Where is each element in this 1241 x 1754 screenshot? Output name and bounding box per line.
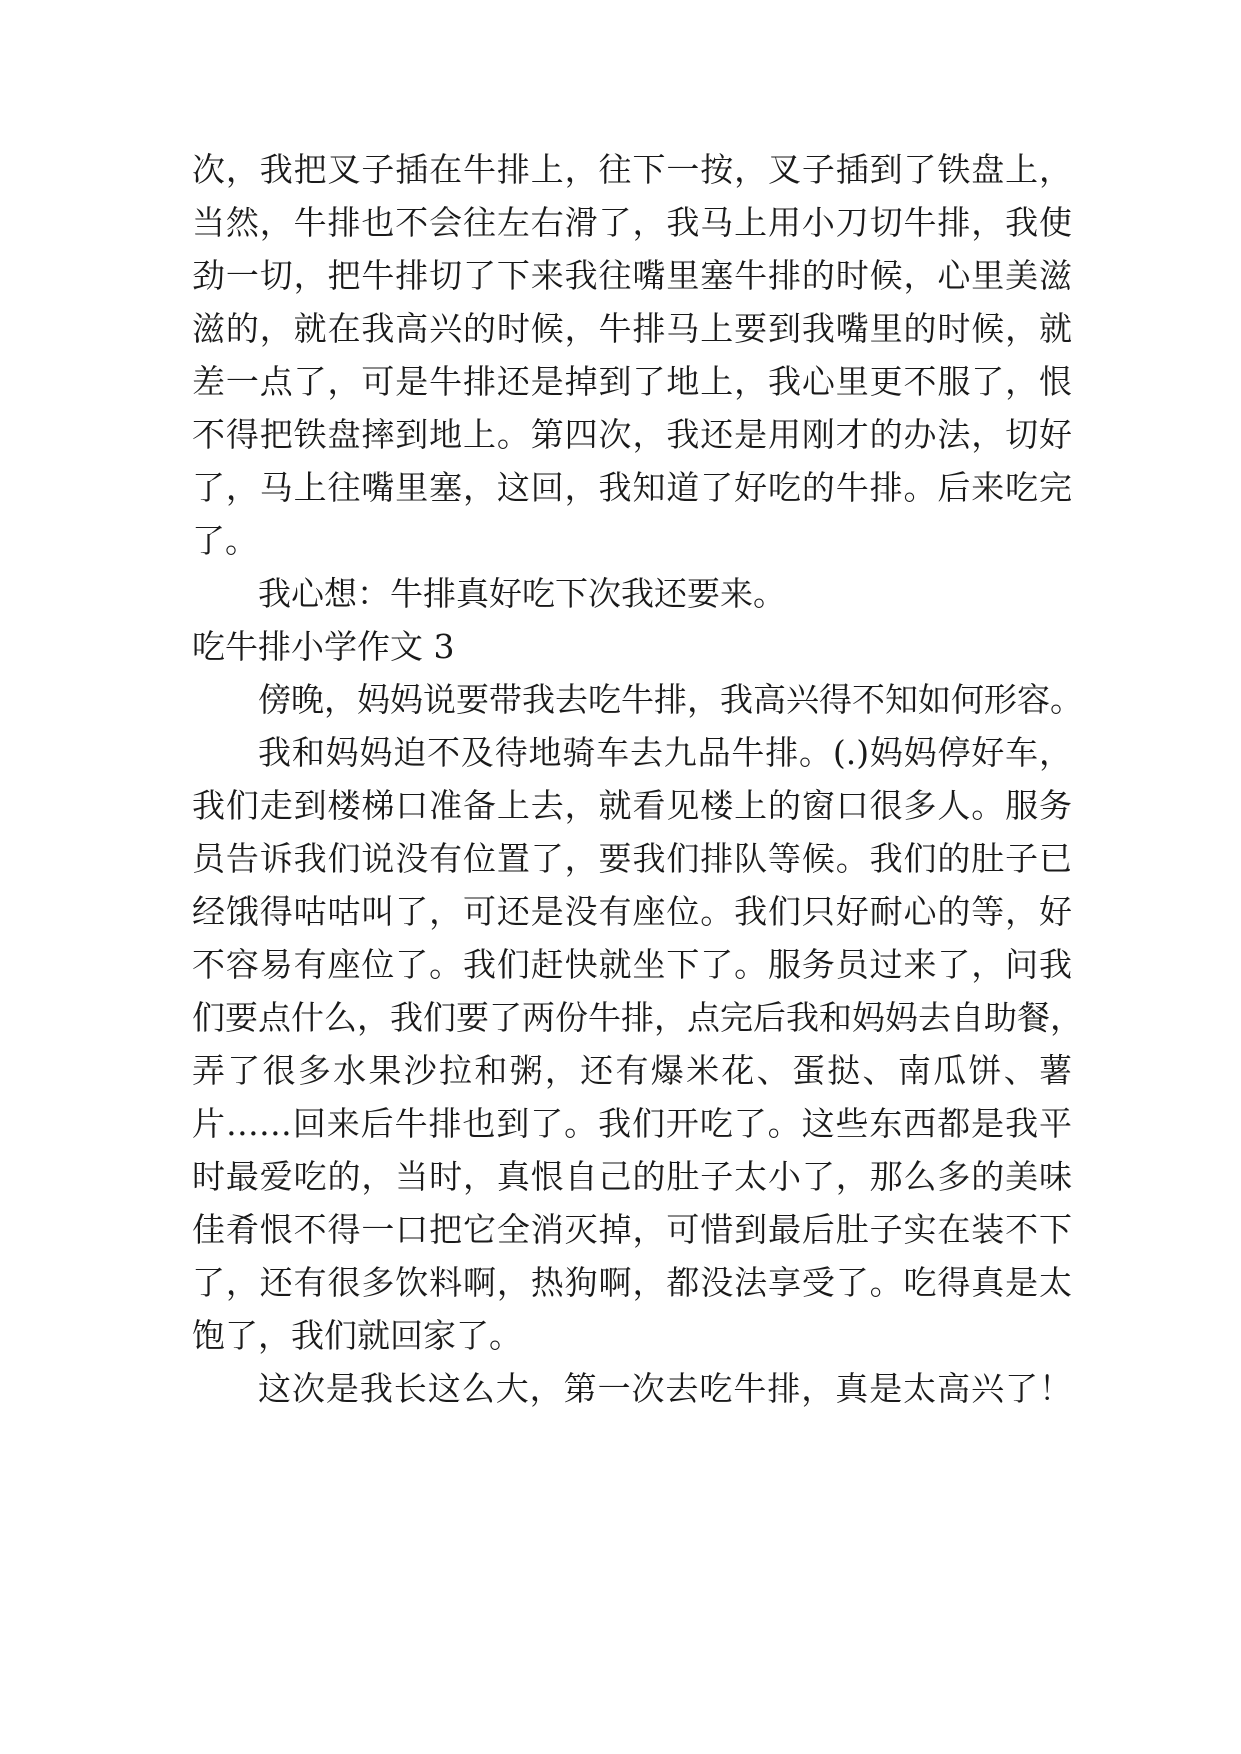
paragraph-line: 差一点了，可是牛排还是掉到了地上，我心里更不服了，恨 [192, 362, 1072, 401]
paragraph-line: 我们走到楼梯口准备上去，就看见楼上的窗口很多人。服务 [192, 786, 1072, 825]
closing-thought: 我心想：牛排真好吃下次我还要来。 [258, 574, 786, 613]
paragraph-line: 我和妈妈迫不及待地骑车去九品牛排。(.)妈妈停好车， [258, 733, 1072, 772]
paragraph-line: 弄了很多水果沙拉和粥，还有爆米花、蛋挞、南瓜饼、薯 [192, 1051, 1072, 1090]
paragraph-line: 了，还有很多饮料啊，热狗啊，都没法享受了。吃得真是太 [192, 1263, 1072, 1302]
paragraph-line: 不容易有座位了。我们赶快就坐下了。服务员过来了，问我 [192, 945, 1072, 984]
essay-title: 吃牛排小学作文 3 [192, 627, 455, 666]
paragraph-line: 了，马上往嘴里塞，这回，我知道了好吃的牛排。后来吃完 [192, 468, 1072, 507]
paragraph-line: 了。 [192, 521, 258, 560]
paragraph-line: 时最爱吃的，当时，真恨自己的肚子太小了，那么多的美味 [192, 1157, 1072, 1196]
paragraph-line: 饱了，我们就回家了。 [192, 1316, 522, 1355]
paragraph-line: 们要点什么，我们要了两份牛排，点完后我和妈妈去自助餐， [192, 998, 1083, 1037]
paragraph-line: 经饿得咕咕叫了，可还是没有座位。我们只好耐心的等，好 [192, 892, 1072, 931]
essay-intro: 傍晚，妈妈说要带我去吃牛排，我高兴得不知如何形容。 [258, 680, 1083, 719]
paragraph-line: 片……回来后牛排也到了。我们开吃了。这些东西都是我平 [192, 1104, 1072, 1143]
paragraph-line: 滋的，就在我高兴的时候，牛排马上要到我嘴里的时候，就 [192, 309, 1072, 348]
paragraph-line: 次，我把叉子插在牛排上，往下一按，叉子插到了铁盘上， [192, 150, 1072, 189]
paragraph-line: 不得把铁盘摔到地上。第四次，我还是用刚才的办法，切好 [192, 415, 1072, 454]
paragraph-line: 劲一切，把牛排切了下来我往嘴里塞牛排的时候，心里美滋 [192, 256, 1072, 295]
essay-ending: 这次是我长这么大，第一次去吃牛排，真是太高兴了！ [258, 1369, 1072, 1408]
paragraph-line: 佳肴恨不得一口把它全消灭掉，可惜到最后肚子实在装不下 [192, 1210, 1072, 1249]
paragraph-line: 当然，牛排也不会往左右滑了，我马上用小刀切牛排，我使 [192, 203, 1072, 242]
paragraph-line: 员告诉我们说没有位置了，要我们排队等候。我们的肚子已 [192, 839, 1072, 878]
